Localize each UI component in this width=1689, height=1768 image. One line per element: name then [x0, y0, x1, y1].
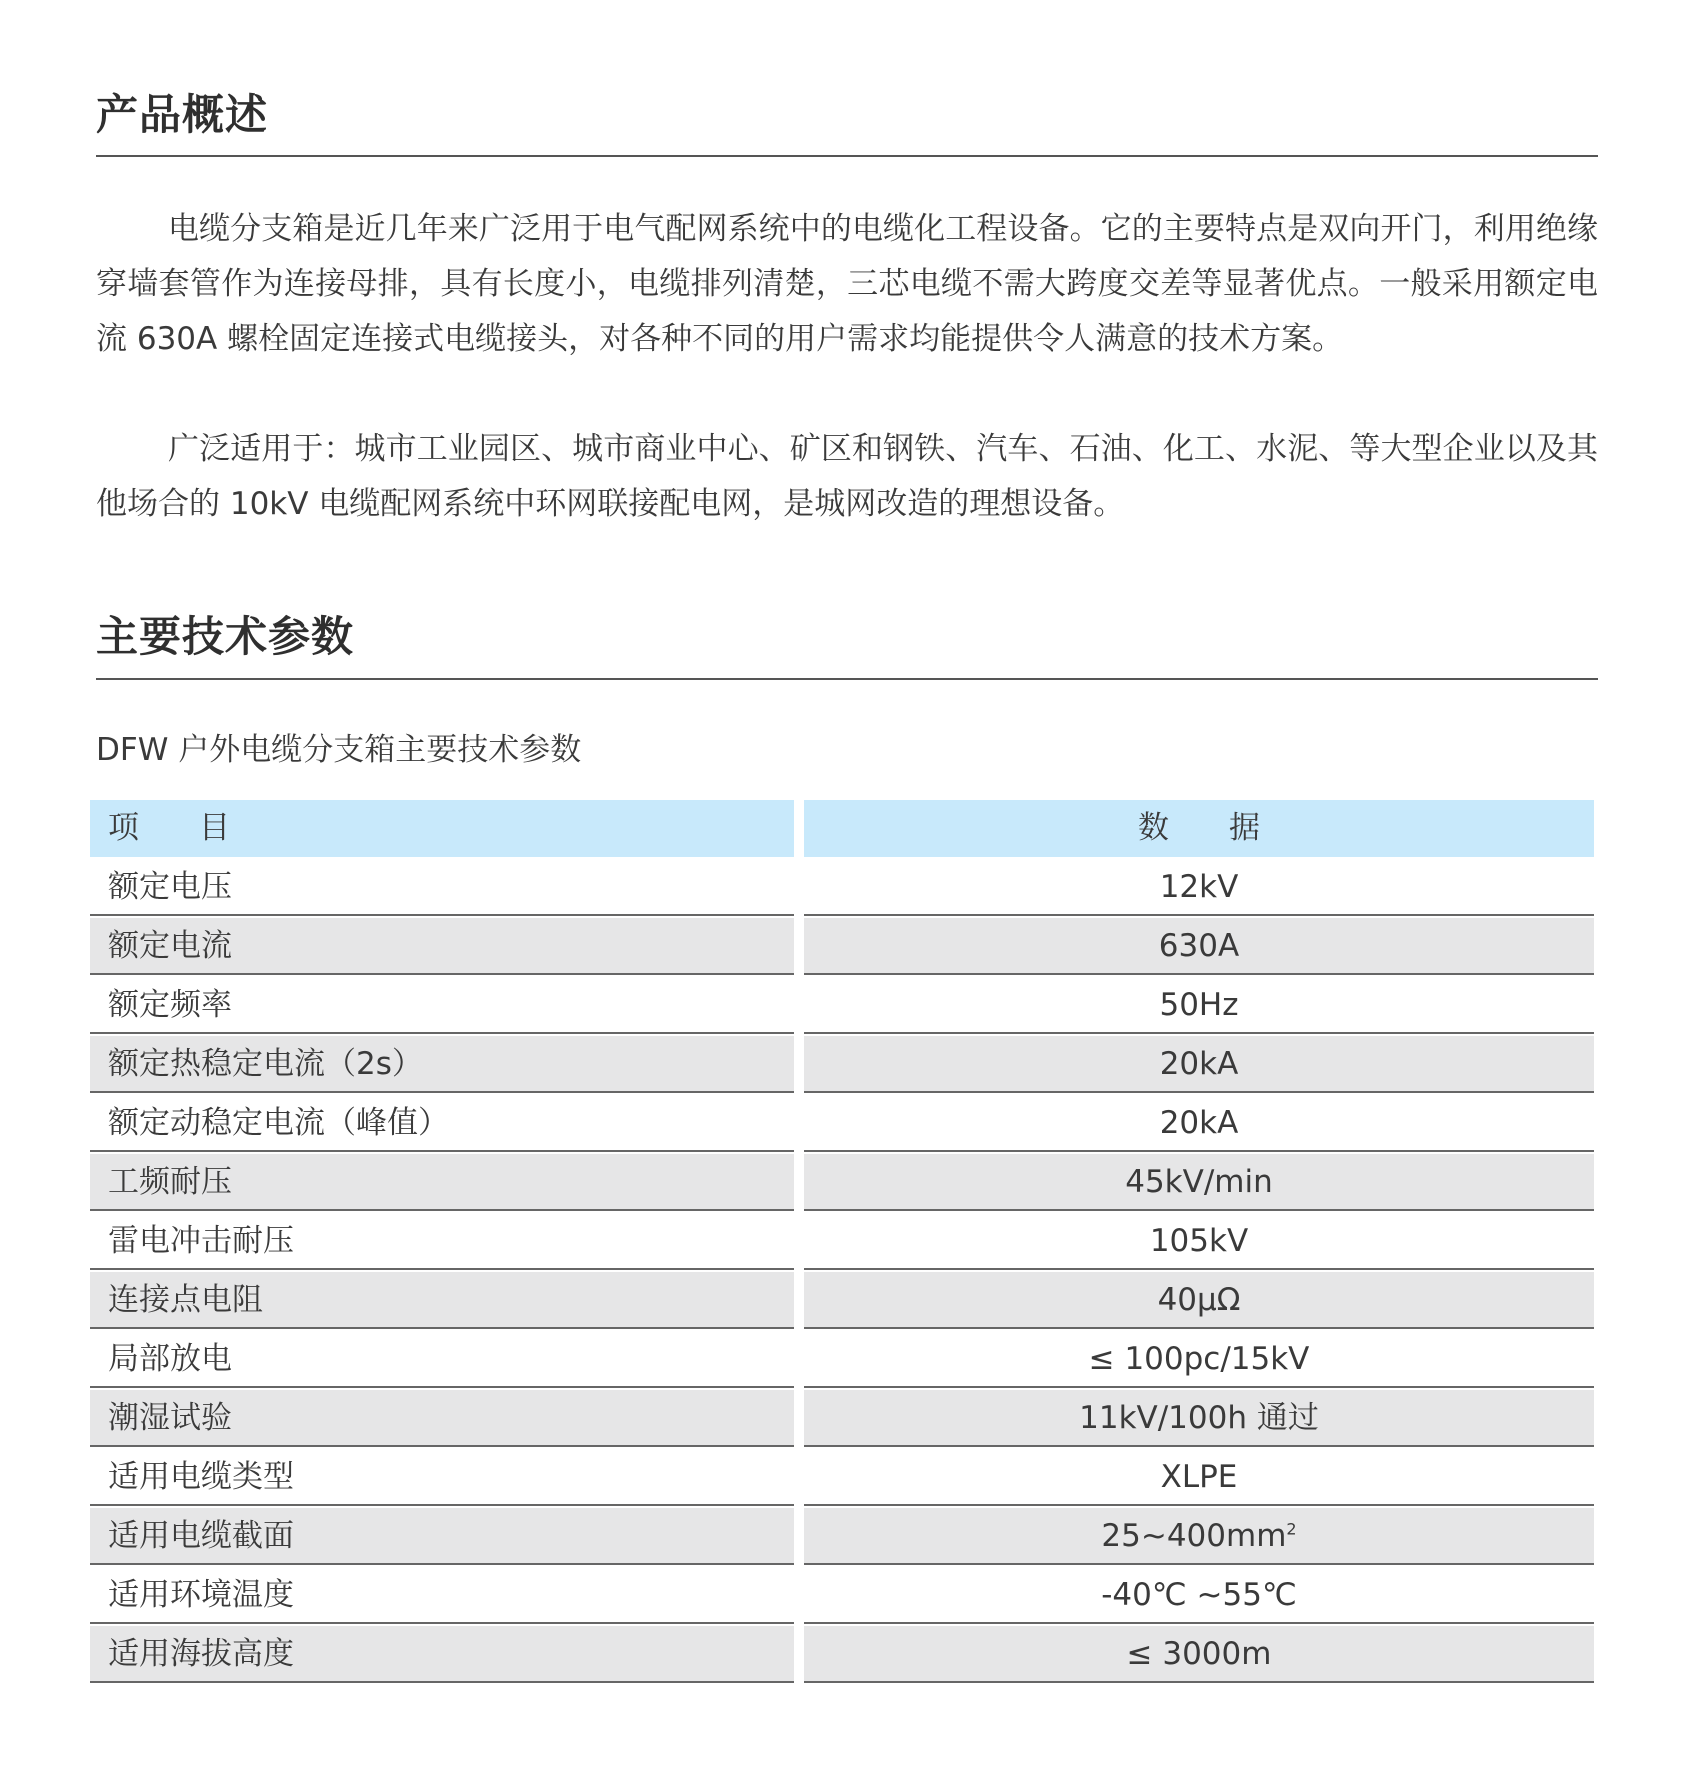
- table-row: [90, 1154, 1598, 1213]
- table-row: [90, 1272, 1598, 1331]
- param-value: [804, 977, 1594, 1034]
- param-value: [804, 1508, 1594, 1565]
- header-item: [90, 800, 794, 857]
- table-row: [90, 977, 1598, 1036]
- spec-table: [90, 800, 1598, 1685]
- header-value-label: 据: [1229, 810, 1260, 846]
- param-value: [804, 1626, 1594, 1683]
- section-title-params: 主要技术参数: [96, 612, 355, 661]
- param-value-text: 50Hz: [1159, 987, 1239, 1023]
- table-row: [90, 1036, 1598, 1095]
- table-row: [90, 859, 1598, 918]
- param-name: 适用电缆截面: [90, 1508, 794, 1565]
- param-name: 额定动稳定电流（峰值）: [90, 1095, 794, 1152]
- overview-paragraph: 电缆分支箱是近几年来广泛用于电气配网系统中的电缆化工程设备。它的主要特点是双向开门，利用绝缘穿墙套管作为连接母排，具有长度小，电缆排列清楚，三芯电缆不需大跨度交差等显著优点。一般采用额定电流 630A 螺栓固定连接式电缆接头，对各种不同的用户需求均能提供令人满意的技术方案。: [96, 211, 1598, 357]
- section-title-overview: 产品概述: [96, 90, 269, 139]
- param-value-text: XLPE: [1160, 1459, 1238, 1495]
- param-value-text: 20kA: [1159, 1105, 1239, 1141]
- param-name: 额定电压: [90, 859, 794, 916]
- param-value-text: 105kV: [1149, 1223, 1249, 1259]
- param-value-text: 11kV/100h 通过: [1079, 1400, 1319, 1436]
- param-value: [804, 918, 1594, 975]
- table-row: [90, 918, 1598, 977]
- param-name: 工频耐压: [90, 1154, 794, 1211]
- header-item-label: 项: [108, 810, 139, 846]
- param-name: 适用电缆类型: [90, 1449, 794, 1506]
- table-row: [90, 1626, 1598, 1685]
- param-value-text: -40℃ ~55℃: [1101, 1577, 1297, 1613]
- param-name: 适用海拔高度: [90, 1626, 794, 1683]
- param-name: 连接点电阻: [90, 1272, 794, 1329]
- param-value: [804, 859, 1594, 916]
- table-row: [90, 1449, 1598, 1508]
- section-divider: [96, 678, 1598, 680]
- param-name: 雷电冲击耐压: [90, 1213, 794, 1270]
- param-value: [804, 1095, 1594, 1152]
- overview-paragraph: 广泛适用于：城市工业园区、城市商业中心、矿区和钢铁、汽车、石油、化工、水泥、等大型企业以及其他场合的 10kV 电缆配网系统中环网联接配电网，是城网改造的理想设备。: [96, 431, 1598, 522]
- param-value-text: ≤ 3000m: [1126, 1636, 1272, 1672]
- param-value-text: 12kV: [1159, 869, 1239, 905]
- param-name: 额定频率: [90, 977, 794, 1034]
- param-value-text: 45kV/min: [1125, 1164, 1273, 1200]
- param-value: [804, 1154, 1594, 1211]
- header-value-label: 数: [1138, 810, 1169, 846]
- table-row: [90, 1331, 1598, 1390]
- table-row: [90, 1095, 1598, 1154]
- header-value: [804, 800, 1594, 857]
- table-header-row: [90, 800, 1598, 859]
- param-value: [804, 1272, 1594, 1329]
- table-row: [90, 1508, 1598, 1567]
- param-value: [804, 1567, 1594, 1624]
- param-value-text: 20kA: [1159, 1046, 1239, 1082]
- param-value-text: 630A: [1158, 928, 1240, 964]
- param-value: [804, 1036, 1594, 1093]
- param-value-text: ≤ 100pc/15kV: [1088, 1341, 1310, 1377]
- param-name: 适用环境温度: [90, 1567, 794, 1624]
- param-value-superscript: 2: [1286, 1519, 1297, 1539]
- param-value-text: 25~400mm: [1101, 1518, 1287, 1554]
- param-value: [804, 1331, 1594, 1388]
- param-value: [804, 1213, 1594, 1270]
- table-row: [90, 1213, 1598, 1272]
- param-value-text: 40μΩ: [1157, 1282, 1241, 1318]
- param-value: [804, 1449, 1594, 1506]
- param-value: [804, 1390, 1594, 1447]
- table-row: [90, 1390, 1598, 1449]
- section-divider: [96, 155, 1598, 157]
- table-body: [90, 859, 1598, 1685]
- header-item-label: 目: [199, 810, 230, 846]
- param-name: 额定热稳定电流（2s）: [90, 1036, 794, 1093]
- param-name: 潮湿试验: [90, 1390, 794, 1447]
- param-name: 额定电流: [90, 918, 794, 975]
- table-caption: DFW 户外电缆分支箱主要技术参数: [96, 732, 582, 768]
- param-name: 局部放电: [90, 1331, 794, 1388]
- table-row: [90, 1567, 1598, 1626]
